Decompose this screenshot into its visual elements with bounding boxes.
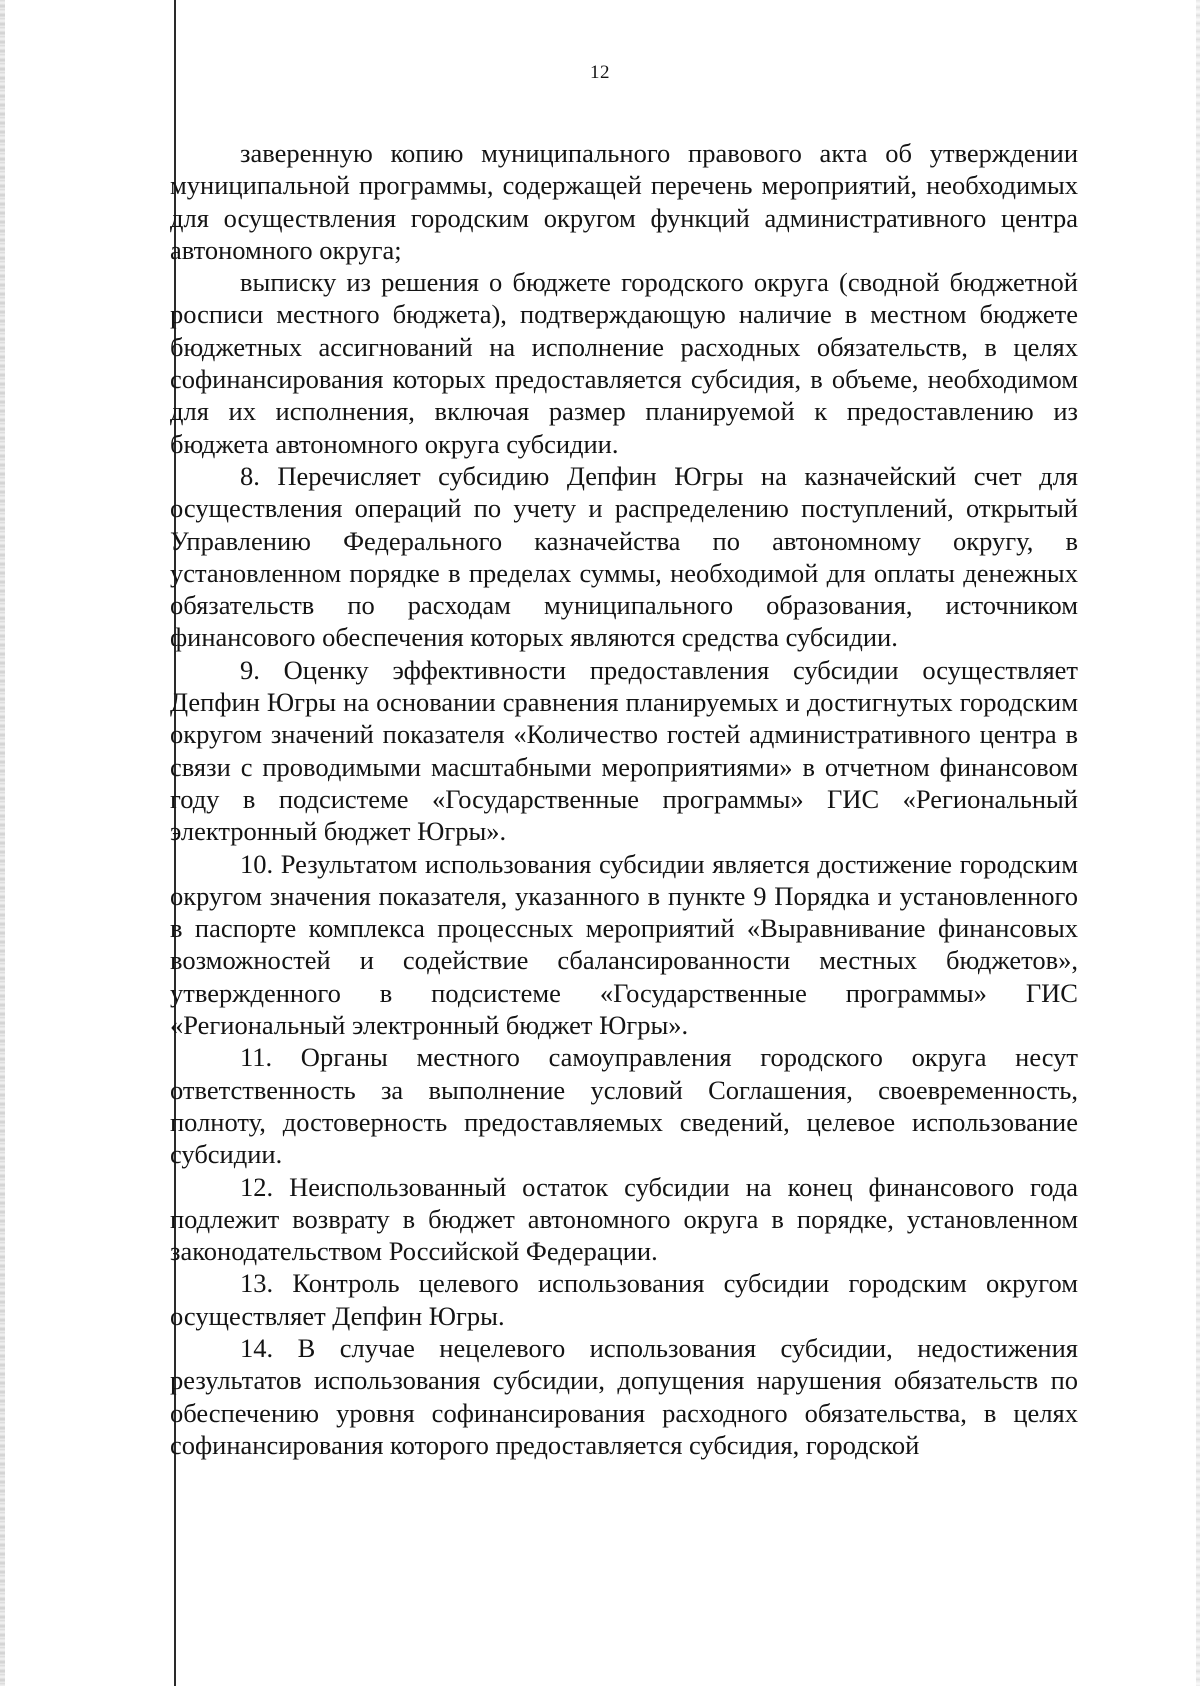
scan-edge-right (1196, 0, 1200, 1686)
scan-edge-left (0, 0, 5, 1686)
paragraph: выписку из решения о бюджете городского округа (сводной бюджетной росписи местного бюджета), подтверждающую наличие в местном бюджете бюджетных ассигнований на исполнение расходных обязательств, в целях софинансирования которых предоставляется субсидия, в объеме, необходимом для их исполнения, включая размер планируемой к предоставлению из бюджета автономного округа субсидии. (170, 267, 1078, 459)
paragraph: 10. Результатом использования субсидии является достижение городским округом значения показателя, указанного в пункте 9 Порядка и установленного в паспорте комплекса процессных мероприятий «Выравнивание финансовых возможностей и содействие сбалансированности местных бюджетов», утвержденного в подсистеме «Государственные программы» ГИС «Региональный электронный бюджет Югры». (170, 848, 1078, 1041)
paragraph: 9. Оценку эффективности предоставления субсидии осуществляет Депфин Югры на основании сравнения планируемых и достигнутых городским округом значений показателя «Количество гостей административного центра в связи с проводимыми масштабными мероприятиями» в отчетном финансовом году в подсистеме «Государственные программы» ГИС «Региональный электронный бюджет Югры». (170, 654, 1078, 847)
paragraph: 8. Перечисляет субсидию Депфин Югры на казначейский счет для осуществления операций по учету и распределению поступлений, открытый Управлению Федерального казначейства по автономному округу, в установленном порядке в пределах суммы, необходимой для оплаты денежных обязательств по расходам муниципального образования, источником финансового обеспечения которых являются средства субсидии. (170, 460, 1078, 653)
paragraph: заверенную копию муниципального правового акта об утверждении муниципальной программы, содержащей перечень мероприятий, необходимых для осуществления городским округом функций административного центра автономного округа; (170, 138, 1078, 265)
document-body (170, 137, 1078, 1461)
paragraph: 12. Неиспользованный остаток субсидии на конец финансового года подлежит возврату в бюджет автономного округа в порядке, установленном законодательством Российской Федерации. (170, 1171, 1078, 1267)
paragraph: 13. Контроль целевого использования субсидии городским округом осуществляет Депфин Югры. (170, 1268, 1078, 1331)
paragraph: 14. В случае нецелевого использования субсидии, недостижения результатов использования субсидии, допущения нарушения обязательств по обеспечению уровня софинансирования расходного обязательства, в целях софинансирования которого предоставляется субсидия, городской (170, 1332, 1078, 1460)
paragraph: 11. Органы местного самоуправления городского округа несут ответственность за выполнение условий Соглашения, своевременность, полноту, достоверность предоставляемых сведений, целевое использование субсидии. (170, 1042, 1078, 1170)
page-number: 12 (590, 62, 610, 83)
